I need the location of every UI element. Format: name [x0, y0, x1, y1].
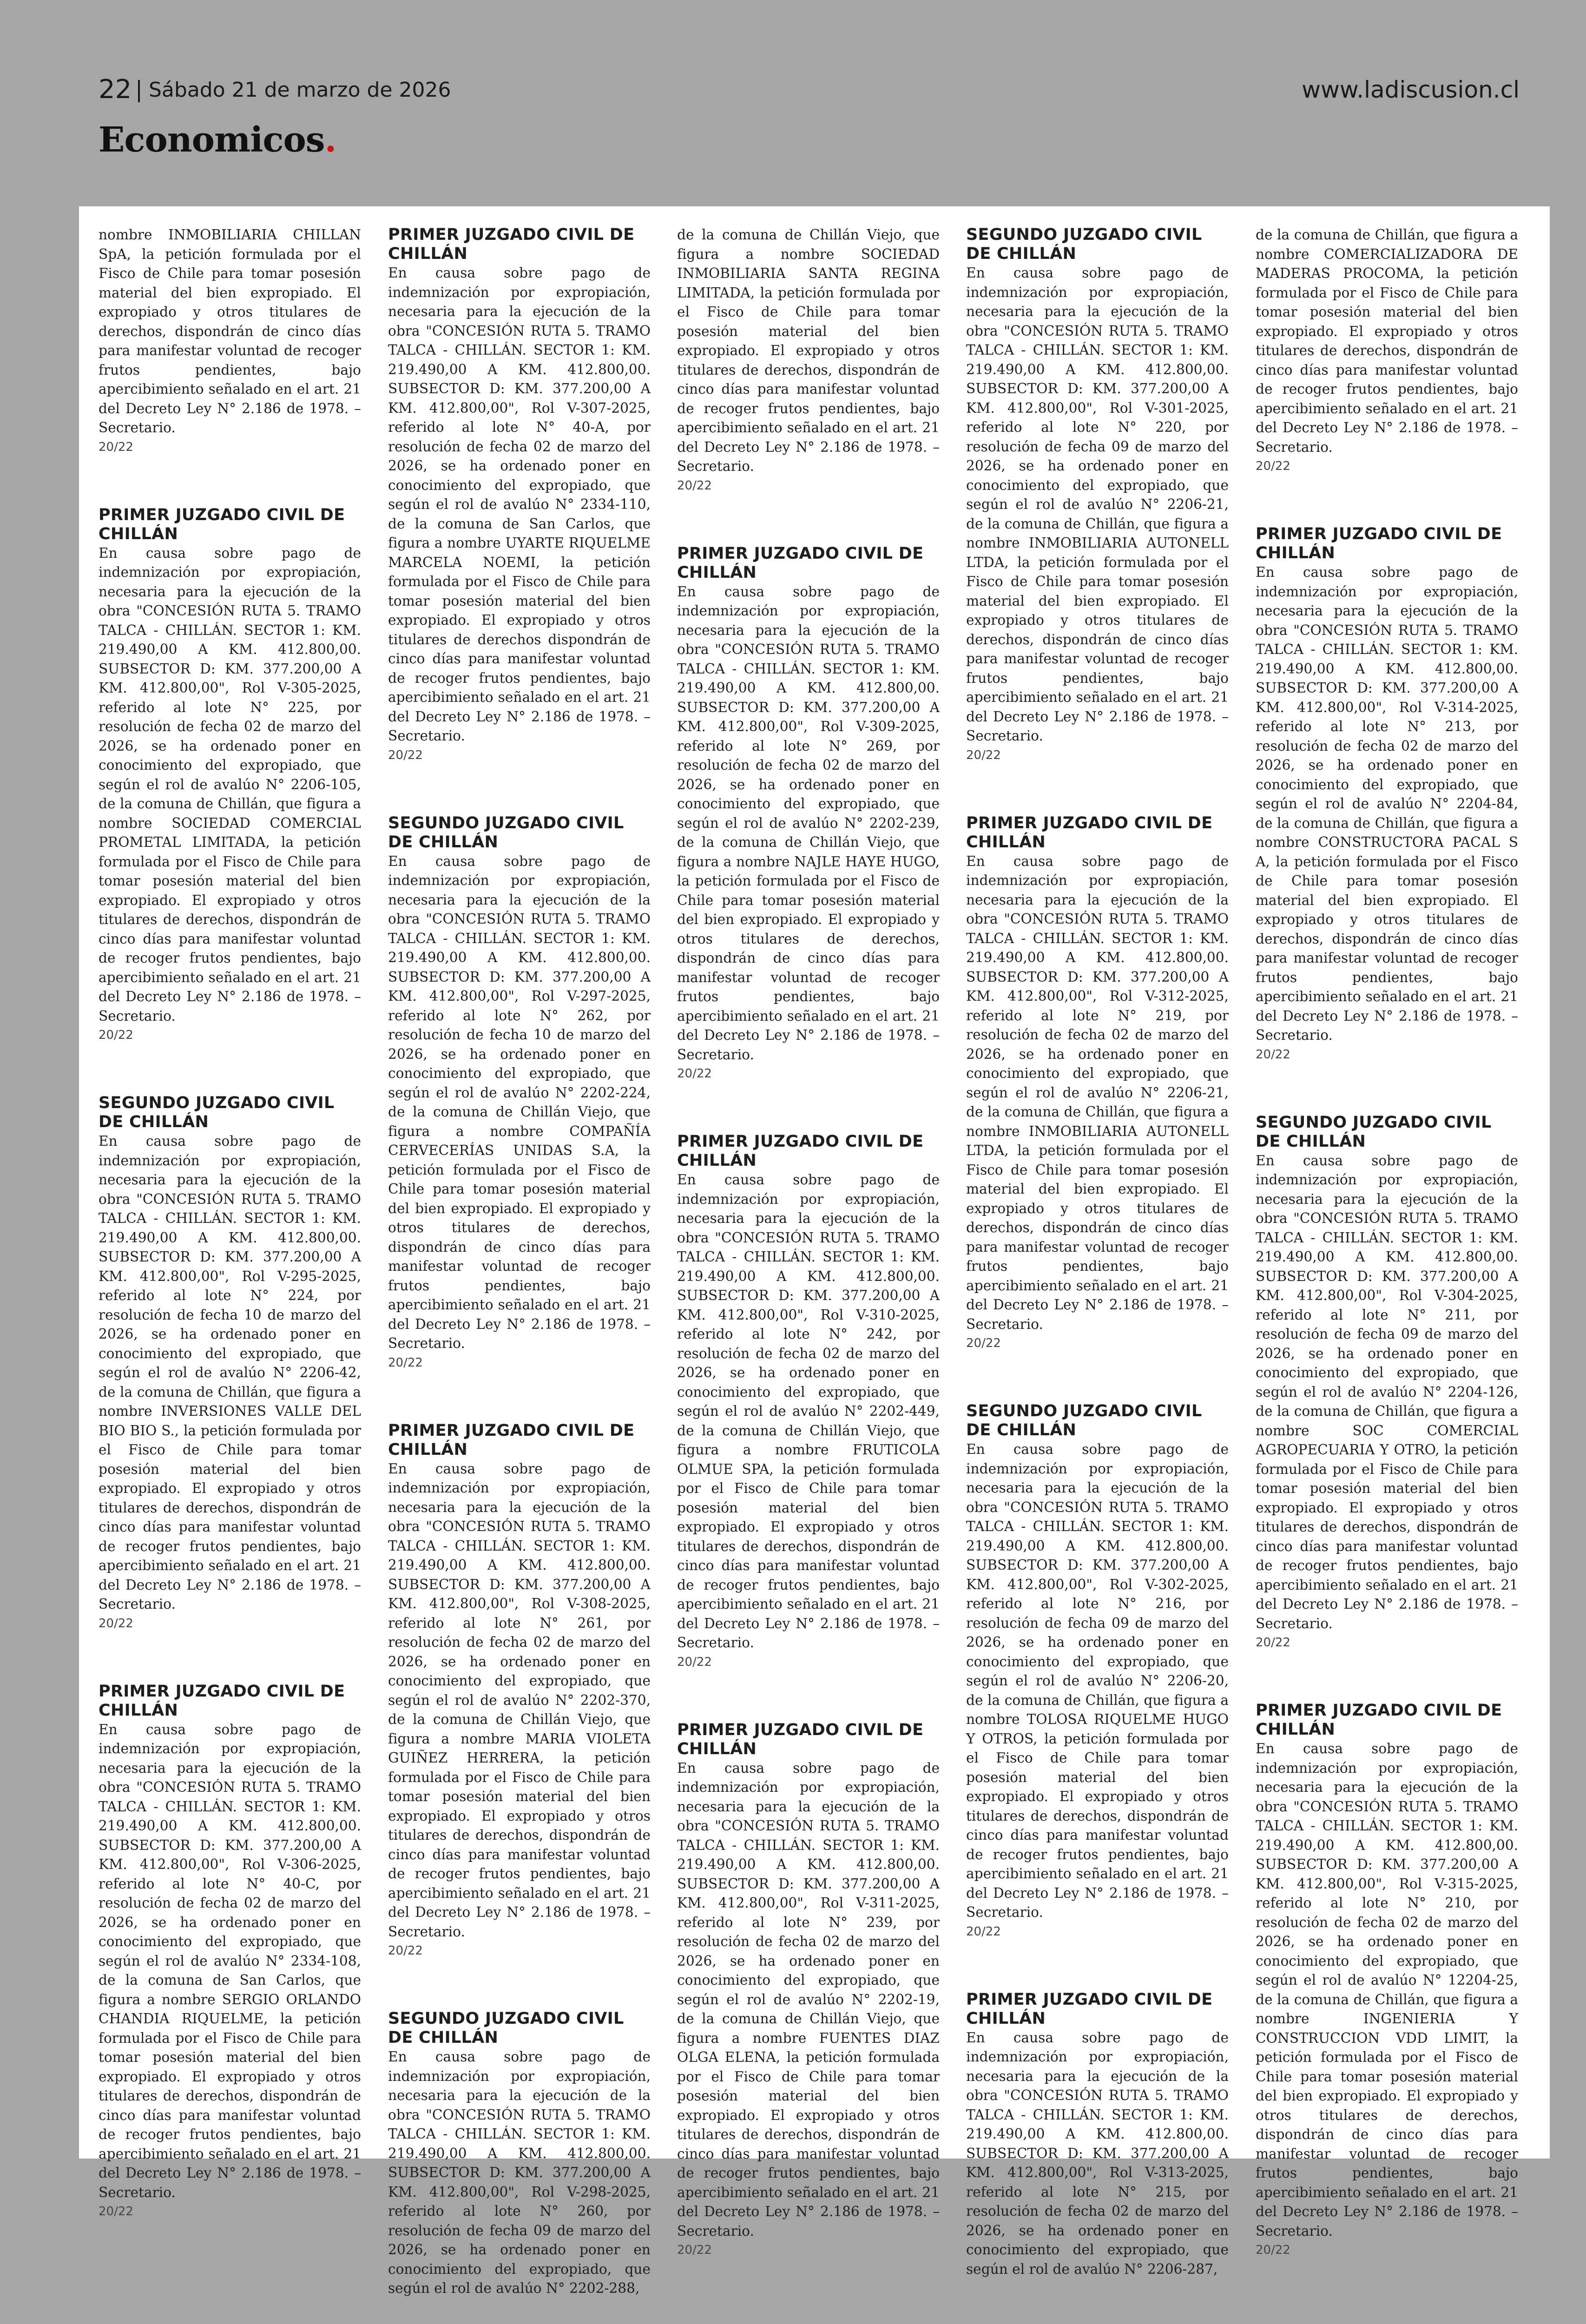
legal-notice [99, 1094, 361, 1633]
legal-notice [99, 225, 361, 456]
notice-code: 20/22 [966, 748, 1001, 762]
page-number: 22 [99, 74, 132, 105]
notice-heading: SEGUNDO JUZGADO CIVIL DE CHILLÁN [966, 1402, 1202, 1439]
section-title-dot: . [324, 120, 336, 160]
notice-code: 20/22 [1256, 2243, 1290, 2257]
notice-heading: SEGUNDO JUZGADO CIVIL DE CHILLÁN [388, 813, 624, 852]
legal-notice [966, 1990, 1229, 2279]
website-link[interactable]: www.ladiscusion.cl [1302, 76, 1520, 103]
column-4 [966, 225, 1229, 2324]
legal-notice [99, 506, 361, 1045]
column-5 [1256, 225, 1518, 2309]
notice-heading: PRIMER JUZGADO CIVIL DE CHILLÁN [966, 1990, 1213, 2028]
notice-body: En causa sobre pago de indemnización por expropiación, necesaria para la ejecución de la obra "CONCESIÓN RUTA 5. TRAMO TALCA - CHILLÁN. SECTOR 1: KM. 219.490,00 A KM. 412.800,00. SUBSECTOR D: KM. 377.200,00 A KM. 412.800,00", Rol V-301-2025, referido al lote N° 220, por resolución de fecha 09 de marzo del 2026, se ha ordenado poner en conocimiento del expropiado, que según el rol de avalúo N° 2206-21, de la comuna de Chillán, que figura a nombre INMOBILIARIA AUTONELL LTDA, la petición formulada por el Fisco de Chile para tomar posesión material del bien expropiado. El expropiado y otros titulares de derechos, dispondrán de cinco días para manifestar voluntad de recoger frutos pendientes, bajo apercibimiento señalado en el art. 21 del Decreto Ley N° 2.186 de 1978. – Secretario. [966, 265, 1229, 744]
notice-code: 20/22 [677, 1655, 712, 1669]
notice-body: En causa sobre pago de indemnización por expropiación, necesaria para la ejecución de la obra "CONCESIÓN RUTA 5. TRAMO TALCA - CHILLÁN. SECTOR 1: KM. 219.490,00 A KM. 412.800,00. SUBSECTOR D: KM. 377.200,00 A KM. 412.800,00", Rol V-307-2025, referido al lote N° 40-A, por resolución de fecha 02 de marzo del 2026, se ha ordenado poner en conocimiento del expropiado, que según el rol de avalúo N° 2334-110, de la comuna de San Carlos, que figura a nombre UYARTE RIQUELME MARCELA NOEMI, la petición formulada por el Fisco de Chile para tomar posesión material del bien expropiado. El expropiado y otros titulares de derechos dispondrán de cinco días para manifestar voluntad de recoger frutos pendientes, bajo apercibimiento señalado en el art. 21 del Decreto Ley N° 2.186 de 1978. – Secretario. [388, 265, 651, 744]
legal-notice [388, 814, 651, 1372]
notice-body: En causa sobre pago de indemnización por expropiación, necesaria para la ejecución de la obra "CONCESIÓN RUTA 5. TRAMO TALCA - CHILLÁN. SECTOR 1: KM. 219.490,00 A KM. 412.800,00. SUBSECTOR D: KM. 377.200,00 A KM. 412.800,00", Rol V-312-2025, referido al lote N° 219, por resolución de fecha 02 de marzo del 2026, se ha ordenado poner en conocimiento del expropiado, que según el rol de avalúo N° 2206-21, de la comuna de Chillán, que figura a nombre INMOBILIARIA AUTONELL LTDA, la petición formulada por el Fisco de Chile para tomar posesión material del bien expropiado. El expropiado y otros titulares de derechos, dispondrán de cinco días para manifestar voluntad de recoger frutos pendientes, bajo apercibimiento señalado en el art. 21 del Decreto Ley N° 2.186 de 1978. – Secretario. [966, 853, 1229, 1332]
notice-body: En causa sobre pago de indemnización por expropiación, necesaria para la ejecución de la obra "CONCESIÓN RUTA 5. TRAMO TALCA - CHILLÁN. SECTOR 1: KM. 219.490,00 A KM. 412.800,00. SUBSECTOR D: KM. 377.200,00 A KM. 412.800,00", Rol V-302-2025, referido al lote N° 216, por resolución de fecha 09 de marzo del 2026, se ha ordenado poner en conocimiento del expropiado, que según el rol de avalúo N° 2206-20, de la comuna de Chillán, que figura a nombre TOLOSA RIQUELME HUGO Y OTROS, la petición formulada por el Fisco de Chile para tomar posesión material del bien expropiado. El expropiado y otros titulares de derechos, dispondrán de cinco días para manifestar voluntad de recoger frutos pendientes, bajo apercibimiento señalado en el art. 21 del Decreto Ley N° 2.186 de 1978. – Secretario. [966, 1441, 1229, 1920]
notice-heading: PRIMER JUZGADO CIVIL DE CHILLÁN [388, 225, 635, 263]
notice-body: nombre INMOBILIARIA CHILLAN SpA, la petición formulada por el Fisco de Chile para tomar posesión material del bien expropiado. El expropiado y otros titulares de derechos, dispondrán de cinco días para manifestar voluntad de recoger frutos pendientes, bajo apercibimiento señalado en el art. 21 del Decreto Ley N° 2.186 de 1978. – Secretario. [99, 227, 361, 436]
section-title-text: Economicos [99, 120, 325, 160]
notice-code: 20/22 [1256, 1047, 1290, 1062]
notice-heading: SEGUNDO JUZGADO CIVIL DE CHILLÁN [388, 2009, 624, 2047]
notice-body: En causa sobre pago de indemnización por expropiación, necesaria para la ejecución de la obra "CONCESIÓN RUTA 5. TRAMO TALCA - CHILLÁN. SECTOR 1: KM. 219.490,00 A KM. 412.800,00. SUBSECTOR D: KM. 377.200,00 A KM. 412.800,00", Rol V-314-2025, referido al lote N° 213, por resolución de fecha 02 de marzo del 2026, se ha ordenado poner en conocimiento del expropiado, que según el rol de avalúo N° 2204-84, de la comuna de Chillán, que figura a nombre CONSTRUCTORA PACAL S A, la petición formulada por el Fisco de Chile para tomar posesión material del bien expropiado. El expropiado y otros titulares de derechos, dispondrán de cinco días para manifestar voluntad de recoger frutos pendientes, bajo apercibimiento señalado en el art. 21 del Decreto Ley N° 2.186 de 1978. – Secretario. [1256, 564, 1518, 1043]
legal-notice [677, 544, 940, 1083]
notice-body: En causa sobre pago de indemnización por expropiación, necesaria para la ejecución de la obra "CONCESIÓN RUTA 5. TRAMO TALCA - CHILLÁN. SECTOR 1: KM. 219.490,00 A KM. 412.800,00. SUBSECTOR D: KM. 377.200,00 A KM. 412.800,00", Rol V-295-2025, referido al lote N° 224, por resolución de fecha 10 de marzo del 2026, se ha ordenado poner en conocimiento del expropiado, que según el rol de avalúo N° 2206-42, de la comuna de Chillán, que figura a nombre INVERSIONES VALLE DEL BIO BIO S., la petición formulada por el Fisco de Chile para tomar posesión material del bien expropiado. El expropiado y otros titulares de derechos, dispondrán de cinco días para manifestar voluntad de recoger frutos pendientes, bajo apercibimiento señalado en el art. 21 del Decreto Ley N° 2.186 de 1978. – Secretario. [99, 1133, 361, 1612]
notice-code: 20/22 [677, 2243, 712, 2257]
legal-notice [99, 1682, 361, 2221]
notice-code: 20/22 [99, 1028, 133, 1042]
notice-body: En causa sobre pago de indemnización por expropiación, necesaria para la ejecución de la obra "CONCESIÓN RUTA 5. TRAMO TALCA - CHILLÁN. SECTOR 1: KM. 219.490,00 A KM. 412.800,00. SUBSECTOR D: KM. 377.200,00 A KM. 412.800,00", Rol V-297-2025, referido al lote N° 262, por resolución de fecha 10 de marzo del 2026, se ha ordenado poner en conocimiento del expropiado, que según el rol de avalúo N° 2202-224, de la comuna de Chillán Viejo, que figura a nombre COMPAÑÍA CERVECERÍAS UNIDAS S.A, la petición formulada por el Fisco de Chile para tomar posesión material del bien expropiado. El expropiado y otros titulares de derechos, dispondrán de cinco días para manifestar voluntad de recoger frutos pendientes, bajo apercibimiento señalado en el art. 21 del Decreto Ley N° 2.186 de 1978. – Secretario. [388, 853, 651, 1351]
section-title [99, 120, 336, 160]
notice-heading: SEGUNDO JUZGADO CIVIL DE CHILLÁN [1256, 1113, 1492, 1151]
notice-heading: SEGUNDO JUZGADO CIVIL DE CHILLÁN [966, 225, 1202, 263]
column-1 [99, 225, 361, 2270]
notice-heading: PRIMER JUZGADO CIVIL DE CHILLÁN [1256, 525, 1502, 562]
notice-code: 20/22 [1256, 459, 1290, 473]
notice-heading: PRIMER JUZGADO CIVIL DE CHILLÁN [99, 1682, 345, 1720]
publication-date: Sábado 21 de marzo de 2026 [149, 78, 451, 102]
notice-code: 20/22 [388, 1944, 423, 1958]
notice-body: En causa sobre pago de indemnización por expropiación, necesaria para la ejecución de la obra "CONCESIÓN RUTA 5. TRAMO TALCA - CHILLÁN. SECTOR 1: KM. 219.490,00 A KM. 412.800,00. SUBSECTOR D: KM. 377.200,00 A KM. 412.800,00", Rol V-315-2025, referido al lote N° 210, por resolución de fecha 02 de marzo del 2026, se ha ordenado poner en conocimiento del expropiado, que según el rol de avalúo N° 12204-25, de la comuna de Chillán, que figura a nombre INGENIERIA Y CONSTRUCCION VDD LIMIT, la petición formulada por el Fisco de Chile para tomar posesión material del bien expropiado. El expropiado y otros titulares de derechos, dispondrán de cinco días para manifestar voluntad de recoger frutos pendientes, bajo apercibimiento señalado en el art. 21 del Decreto Ley N° 2.186 de 1978. – Secretario. [1256, 1741, 1518, 2239]
notice-heading: PRIMER JUZGADO CIVIL DE CHILLÁN [677, 544, 924, 582]
notice-body: En causa sobre pago de indemnización por expropiación, necesaria para la ejecución de la obra "CONCESIÓN RUTA 5. TRAMO TALCA - CHILLÁN. SECTOR 1: KM. 219.490,00 A KM. 412.800,00. SUBSECTOR D: KM. 377.200,00 A KM. 412.800,00", Rol V-305-2025, referido al lote N° 225, por resolución de fecha 02 de marzo del 2026, se ha ordenado poner en conocimiento del expropiado, que según el rol de avalúo N° 2206-105, de la comuna de Chillán, que figura a nombre SOCIEDAD COMERCIAL PROMETAL LIMITADA, la petición formulada por el Fisco de Chile para tomar posesión material del bien expropiado. El expropiado y otros titulares de derechos, dispondrán de cinco días para manifestar voluntad de recoger frutos pendientes, bajo apercibimiento señalado en el art. 21 del Decreto Ley N° 2.186 de 1978. – Secretario. [99, 545, 361, 1024]
legal-notice [966, 225, 1229, 765]
legal-notice [1256, 525, 1518, 1064]
legal-notice [966, 1402, 1229, 1941]
legal-notice [677, 225, 940, 495]
column-2 [388, 225, 651, 2324]
legal-notice [388, 1421, 651, 1961]
notice-heading: PRIMER JUZGADO CIVIL DE CHILLÁN [966, 813, 1213, 852]
notice-body: En causa sobre pago de indemnización por expropiación, necesaria para la ejecución de la obra "CONCESIÓN RUTA 5. TRAMO TALCA - CHILLÁN. SECTOR 1: KM. 219.490,00 A KM. 412.800,00. SUBSECTOR D: KM. 377.200,00 A KM. 412.800,00", Rol V-311-2025, referido al lote N° 239, por resolución de fecha 02 de marzo del 2026, se ha ordenado poner en conocimiento del expropiado, que según el rol de avalúo N° 2202-19, de la comuna de Chillán Viejo, que figura a nombre FUENTES DIAZ OLGA ELENA, la petición formulada por el Fisco de Chile para tomar posesión material del bien expropiado. El expropiado y otros titulares de derechos, dispondrán de cinco días para manifestar voluntad de recoger frutos pendientes, bajo apercibimiento señalado en el art. 21 del Decreto Ley N° 2.186 de 1978. – Secretario. [677, 1760, 940, 2239]
notice-code: 20/22 [966, 1924, 1001, 1939]
notice-body: En causa sobre pago de indemnización por expropiación, necesaria para la ejecución de la obra "CONCESIÓN RUTA 5. TRAMO TALCA - CHILLÁN. SECTOR 1: KM. 219.490,00 A KM. 412.800,00. SUBSECTOR D: KM. 377.200,00 A KM. 412.800,00", Rol V-306-2025, referido al lote N° 40-C, por resolución de fecha 02 de marzo del 2026, se ha ordenado poner en conocimiento del expropiado, que según el rol de avalúo N° 2334-108, de la comuna de San Carlos, que figura a nombre SERGIO ORLANDO CHANDIA RIQUELME, la petición formulada por el Fisco de Chile para tomar posesión material del bien expropiado. El expropiado y otros titulares de derechos, dispondrán de cinco días para manifestar voluntad de recoger frutos pendientes, bajo apercibimiento señalado en el art. 21 del Decreto Ley N° 2.186 de 1978. – Secretario. [99, 1721, 361, 2200]
notice-code: 20/22 [677, 478, 712, 493]
legal-notice [677, 1132, 940, 1671]
notice-code: 20/22 [388, 748, 423, 762]
legal-notice [1256, 1113, 1518, 1652]
legal-notice [966, 814, 1229, 1353]
column-3 [677, 225, 940, 2309]
legal-notice [677, 1721, 940, 2260]
notice-body: En causa sobre pago de indemnización por expropiación, necesaria para la ejecución de la obra "CONCESIÓN RUTA 5. TRAMO TALCA - CHILLÁN. SECTOR 1: KM. 219.490,00 A KM. 412.800,00. SUBSECTOR D: KM. 377.200,00 A KM. 412.800,00", Rol V-298-2025, referido al lote N° 260, por resolución de fecha 09 de marzo del 2026, se ha ordenado poner en conocimiento del expropiado, que según el rol de avalúo N° 2202-288, [388, 2049, 651, 2296]
notice-body: En causa sobre pago de indemnización por expropiación, necesaria para la ejecución de la obra "CONCESIÓN RUTA 5. TRAMO TALCA - CHILLÁN. SECTOR 1: KM. 219.490,00 A KM. 412.800,00. SUBSECTOR D: KM. 377.200,00 A KM. 412.800,00", Rol V-308-2025, referido al lote N° 261, por resolución de fecha 02 de marzo del 2026, se ha ordenado poner en conocimiento del expropiado, que según el rol de avalúo N° 2202-370, de la comuna de Chillán Viejo, que figura a nombre MARIA VIOLETA GUIÑEZ HERRERA, la petición formulada por el Fisco de Chile para tomar posesión material del bien expropiado. El expropiado y otros titulares de derechos, dispondrán de cinco días para manifestar voluntad de recoger frutos pendientes, bajo apercibimiento señalado en el art. 21 del Decreto Ley N° 2.186 de 1978. – Secretario. [388, 1460, 651, 1940]
notice-heading: PRIMER JUZGADO CIVIL DE CHILLÁN [99, 505, 345, 543]
legal-notice [388, 225, 651, 765]
notice-body: de la comuna de Chillán Viejo, que figura a nombre SOCIEDAD INMOBILIARIA SANTA REGINA LIMITADA, la petición formulada por el Fisco de Chile para tomar posesión material del bien expropiado. El expropiado y otros titulares de derechos, dispondrán de cinco días para manifestar voluntad de recoger frutos pendientes, bajo apercibimiento señalado en el art. 21 del Decreto Ley N° 2.186 de 1978. – Secretario. [677, 227, 940, 474]
notice-body: En causa sobre pago de indemnización por expropiación, necesaria para la ejecución de la obra "CONCESIÓN RUTA 5. TRAMO TALCA - CHILLÁN. SECTOR 1: KM. 219.490,00 A KM. 412.800,00. SUBSECTOR D: KM. 377.200,00 A KM. 412.800,00", Rol V-304-2025, referido al lote N° 211, por resolución de fecha 09 de marzo del 2026, se ha ordenado poner en conocimiento del expropiado, que según el rol de avalúo N° 2204-126, de la comuna de Chillán, que figura a nombre SOC COMERCIAL AGROPECUARIA Y OTRO, la petición formulada por el Fisco de Chile para tomar posesión material del bien expropiado. El expropiado y otros titulares de derechos, dispondrán de cinco días para manifestar voluntad de recoger frutos pendientes, bajo apercibimiento señalado en el art. 21 del Decreto Ley N° 2.186 de 1978. – Secretario. [1256, 1152, 1518, 1631]
notice-body: En causa sobre pago de indemnización por expropiación, necesaria para la ejecución de la obra "CONCESIÓN RUTA 5. TRAMO TALCA - CHILLÁN. SECTOR 1: KM. 219.490,00 A KM. 412.800,00. SUBSECTOR D: KM. 377.200,00 A KM. 412.800,00", Rol V-310-2025, referido al lote N° 242, por resolución de fecha 02 de marzo del 2026, se ha ordenado poner en conocimiento del expropiado, que según el rol de avalúo N° 2202-449, de la comuna de Chillán Viejo, que figura a nombre FRUTICOLA OLMUE SPA, la petición formulada por el Fisco de Chile para tomar posesión material del bien expropiado. El expropiado y otros titulares de derechos, dispondrán de cinco días para manifestar voluntad de recoger frutos pendientes, bajo apercibimiento señalado en el art. 21 del Decreto Ley N° 2.186 de 1978. – Secretario. [677, 1172, 940, 1651]
page-header [99, 74, 1520, 116]
header-divider [138, 80, 140, 102]
legal-notice [1256, 1701, 1518, 2259]
notice-body: En causa sobre pago de indemnización por expropiación, necesaria para la ejecución de la obra "CONCESIÓN RUTA 5. TRAMO TALCA - CHILLÁN. SECTOR 1: KM. 219.490,00 A KM. 412.800,00. SUBSECTOR D: KM. 377.200,00 A KM. 412.800,00", Rol V-313-2025, referido al lote N° 215, por resolución de fecha 02 de marzo del 2026, se ha ordenado poner en conocimiento del expropiado, que según el rol de avalúo N° 2206-287, [966, 2029, 1229, 2277]
notice-heading: SEGUNDO JUZGADO CIVIL DE CHILLÁN [99, 1094, 335, 1131]
notice-heading: PRIMER JUZGADO CIVIL DE CHILLÁN [677, 1720, 924, 1758]
legal-notice [388, 2009, 651, 2298]
notice-heading: PRIMER JUZGADO CIVIL DE CHILLÁN [1256, 1701, 1502, 1739]
notice-code: 20/22 [677, 1067, 712, 1081]
notice-code: 20/22 [966, 1336, 1001, 1350]
notice-heading: PRIMER JUZGADO CIVIL DE CHILLÁN [677, 1132, 924, 1170]
legal-notice [1256, 225, 1518, 475]
notice-code: 20/22 [99, 440, 133, 454]
notice-body: En causa sobre pago de indemnización por expropiación, necesaria para la ejecución de la obra "CONCESIÓN RUTA 5. TRAMO TALCA - CHILLÁN. SECTOR 1: KM. 219.490,00 A KM. 412.800,00. SUBSECTOR D: KM. 377.200,00 A KM. 412.800,00", Rol V-309-2025, referido al lote N° 269, por resolución de fecha 02 de marzo del 2026, se ha ordenado poner en conocimiento del expropiado, que según el rol de avalúo N° 2202-239, de la comuna de Chillán Viejo, que figura a nombre NAJLE HAYE HUGO, la petición formulada por el Fisco de Chile para tomar posesión material del bien expropiado. El expropiado y otros titulares de derechos, dispondrán de cinco días para manifestar voluntad de recoger frutos pendientes, bajo apercibimiento señalado en el art. 21 del Decreto Ley N° 2.186 de 1978. – Secretario. [677, 583, 940, 1063]
notice-code: 20/22 [1256, 1636, 1290, 1650]
notice-code: 20/22 [388, 1355, 423, 1370]
notice-code: 20/22 [99, 1616, 133, 1631]
notice-code: 20/22 [99, 2205, 133, 2218]
notice-body: de la comuna de Chillán, que figura a nombre COMERCIALIZADORA DE MADERAS PROCOMA, la petición formulada por el Fisco de Chile para tomar posesión material del bien expropiado. El expropiado y otros titulares de derechos, dispondrán de cinco días para manifestar voluntad de recoger frutos pendientes, bajo apercibimiento señalado en el art. 21 del Decreto Ley N° 2.186 de 1978. – Secretario. [1256, 227, 1518, 455]
notice-heading: PRIMER JUZGADO CIVIL DE CHILLÁN [388, 1421, 635, 1459]
